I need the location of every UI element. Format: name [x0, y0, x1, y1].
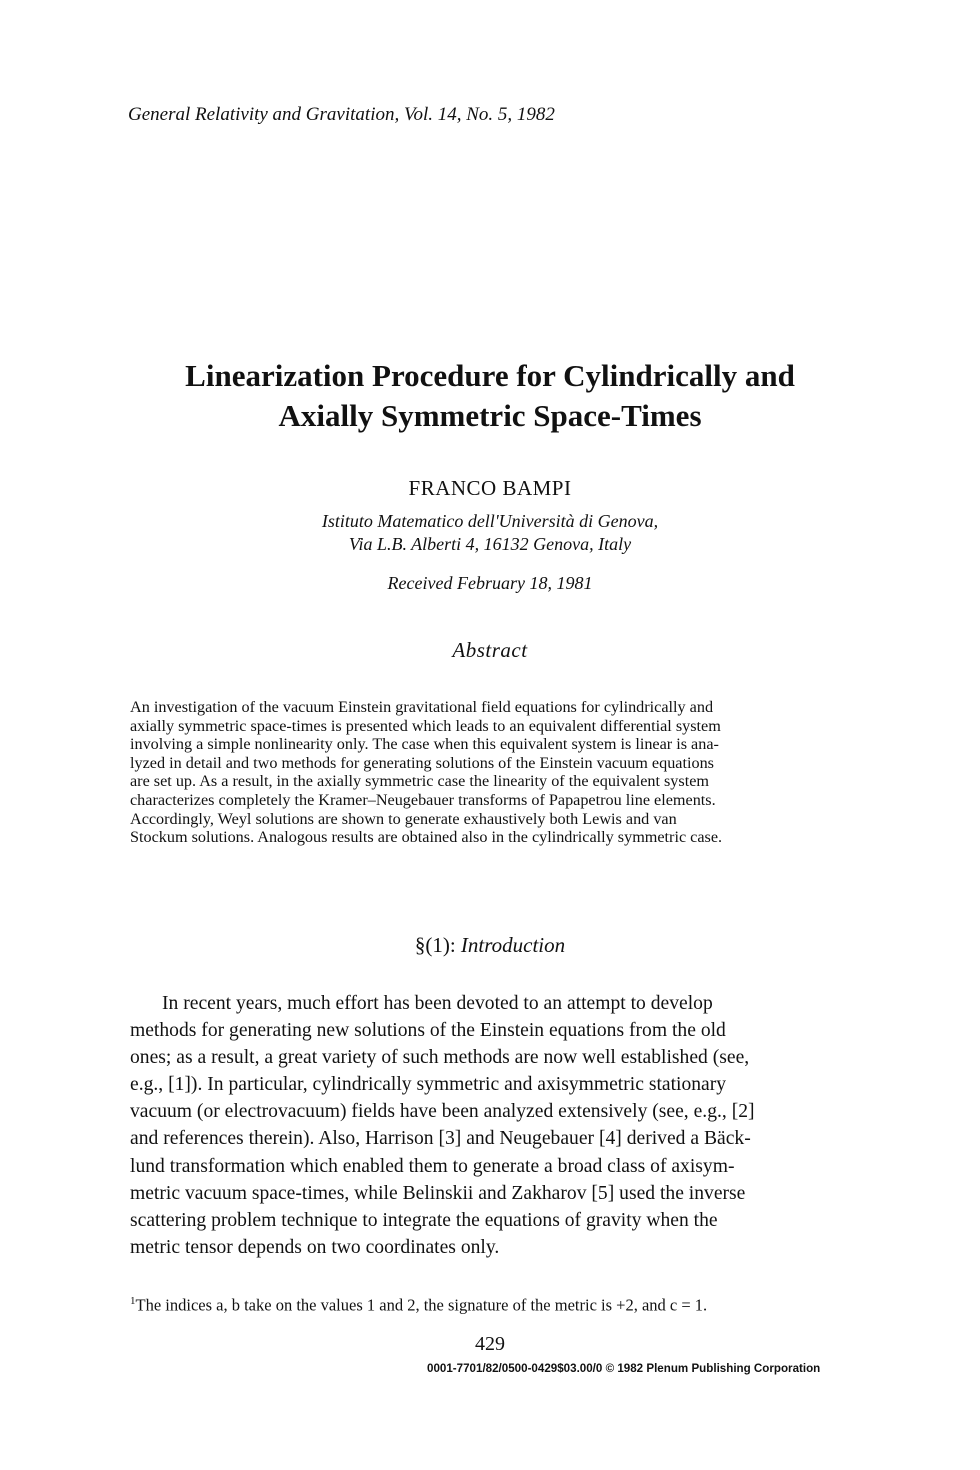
paper-title-line-1: Linearization Procedure for Cylindrically and — [185, 358, 795, 393]
abstract-line: involving a simple nonlinearity only. The case when this equivalent system is linear is ana- — [130, 735, 719, 754]
copyright-line: 0001-7701/82/0500-0429$03.00/0 © 1982 Plenum Publishing Corporation — [427, 1362, 821, 1375]
abstract-body — [130, 698, 870, 847]
abstract-line: Accordingly, Weyl solutions are shown to generate exhaustively both Lewis and van — [130, 809, 677, 828]
footnote-marker: 1 — [130, 1295, 136, 1307]
intro-line: and references therein). Also, Harrison [3] and Neugebauer [4] derived a Bäck- — [130, 1128, 751, 1150]
footnote — [130, 1295, 707, 1316]
introduction-body — [130, 990, 870, 1261]
intro-line: scattering problem technique to integrate the equations of gravity when the — [130, 1209, 718, 1231]
affiliation-line-2: Via L.B. Alberti 4, 16132 Genova, Italy — [348, 534, 632, 554]
intro-line: ones; as a result, a great variety of such methods are now well established (see, — [130, 1047, 750, 1069]
intro-line: In recent years, much effort has been devoted to an attempt to develop — [162, 993, 713, 1014]
abstract-line: characterizes completely the Kramer–Neugebauer transforms of Papapetrou line elements. — [130, 790, 716, 809]
author-affiliation — [0, 510, 980, 556]
intro-line: methods for generating new solutions of the Einstein equations from the old — [130, 1020, 726, 1042]
section-heading — [0, 933, 980, 958]
intro-line: e.g., [1]). In particular, cylindrically symmetric and axisymmetric stationary — [130, 1074, 727, 1096]
abstract-line: are set up. As a result, in the axially symmetric case the linearity of the equivalent system — [130, 772, 709, 791]
author-name: FRANCO BAMPI — [408, 476, 572, 500]
intro-line: metric vacuum space-times, while Belinskii and Zakharov [5] used the inverse — [130, 1182, 746, 1204]
paper-title — [0, 356, 980, 436]
abstract-line: lyzed in detail and two methods for generating solutions of the Einstein vacuum equations — [130, 753, 714, 772]
abstract-line: axially symmetric space-times is presented which leads to an equivalent differential system — [130, 716, 721, 735]
section-title: Introduction — [460, 933, 566, 957]
journal-header: General Relativity and Gravitation, Vol. 14, No. 5, 1982 — [128, 104, 555, 125]
abstract-line: An investigation of the vacuum Einstein gravitational field equations for cylindrically and — [130, 698, 714, 716]
affiliation-line-1: Istituto Matematico dell'Università di Genova, — [321, 511, 659, 531]
section-number: §(1): — [414, 933, 456, 957]
paper-title-line-2: Axially Symmetric Space-Times — [278, 398, 702, 433]
page-number: 429 — [475, 1333, 505, 1355]
intro-line: vacuum (or electrovacuum) fields have been analyzed extensively (see, e.g., [2] — [130, 1101, 755, 1123]
intro-line: lund transformation which enabled them to generate a broad class of axisym- — [130, 1155, 735, 1177]
footnote-text: The indices a, b take on the values 1 and 2, the signature of the metric is +2, and c = 1. — [135, 1295, 708, 1315]
intro-line: metric tensor depends on two coordinates only. — [130, 1236, 500, 1258]
abstract-heading: Abstract — [452, 638, 528, 662]
abstract-line: Stockum solutions. Analogous results are obtained also in the cylindrically symmetric case. — [130, 828, 723, 847]
received-date: Received February 18, 1981 — [387, 573, 593, 593]
